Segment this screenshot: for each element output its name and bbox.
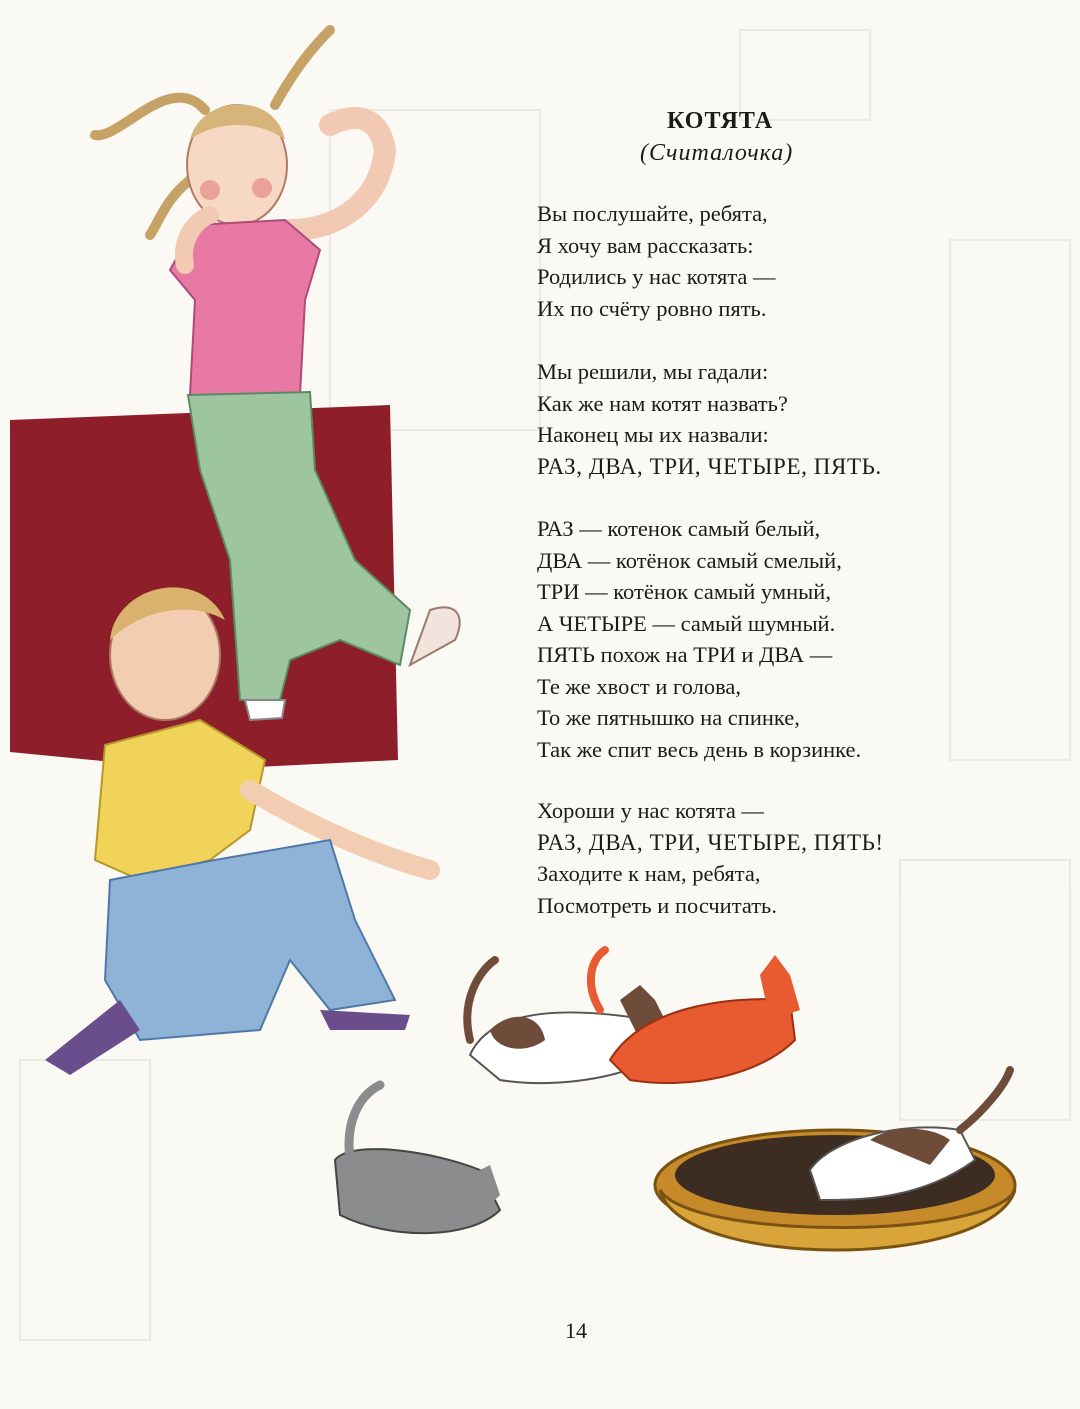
stanza <box>537 513 861 765</box>
stanza <box>537 795 884 921</box>
poem-line: РАЗ, ДВА, ТРИ, ЧЕТЫРЕ, ПЯТЬ! <box>537 829 884 855</box>
poem-line: Их по счёту ровно пять. <box>537 295 767 321</box>
stanza <box>537 356 882 482</box>
poem-line: ДВА — котёнок самый смелый, <box>537 547 842 573</box>
poem-line: Так же спит весь день в корзинке. <box>537 736 862 762</box>
poem-line: РАЗ — котенок самый белый, <box>537 516 821 541</box>
poem-line: РАЗ, ДВА, ТРИ, ЧЕТЫРЕ, ПЯТЬ. <box>537 453 882 479</box>
poem-line: Как же нам котят назвать? <box>537 390 788 416</box>
poem-line: Мы решили, мы гадали: <box>537 359 769 384</box>
poem-subtitle: (Считалочка) <box>640 140 794 166</box>
poem-line: Посмотреть и посчитать. <box>537 892 777 918</box>
poem-line: А ЧЕТЫРЕ — самый шумный. <box>537 610 836 636</box>
poem-line: Я хочу вам рассказать: <box>537 232 754 258</box>
poem-line: Хороши у нас котята — <box>537 798 764 823</box>
poem-line: Те же хвост и голова, <box>537 673 742 699</box>
basket-with-kitten <box>655 1070 1015 1250</box>
poem-line: ПЯТЬ похож на ТРИ и ДВА — <box>537 642 833 667</box>
poem-line: То же пятнышко на спинке, <box>537 705 800 730</box>
poem-line: Наконец мы их назвали: <box>537 422 769 447</box>
stanza <box>537 198 776 324</box>
kitten-gray <box>335 1085 500 1233</box>
page-number: 14 <box>565 1318 587 1343</box>
poem-title: КОТЯТА <box>667 108 774 134</box>
poem-line: ТРИ — котёнок самый умный, <box>537 579 831 604</box>
poem-line: Родились у нас котята — <box>537 264 776 289</box>
poem-line: Вы послушайте, ребята, <box>537 201 768 226</box>
poem-line: Заходите к нам, ребята, <box>537 861 761 886</box>
